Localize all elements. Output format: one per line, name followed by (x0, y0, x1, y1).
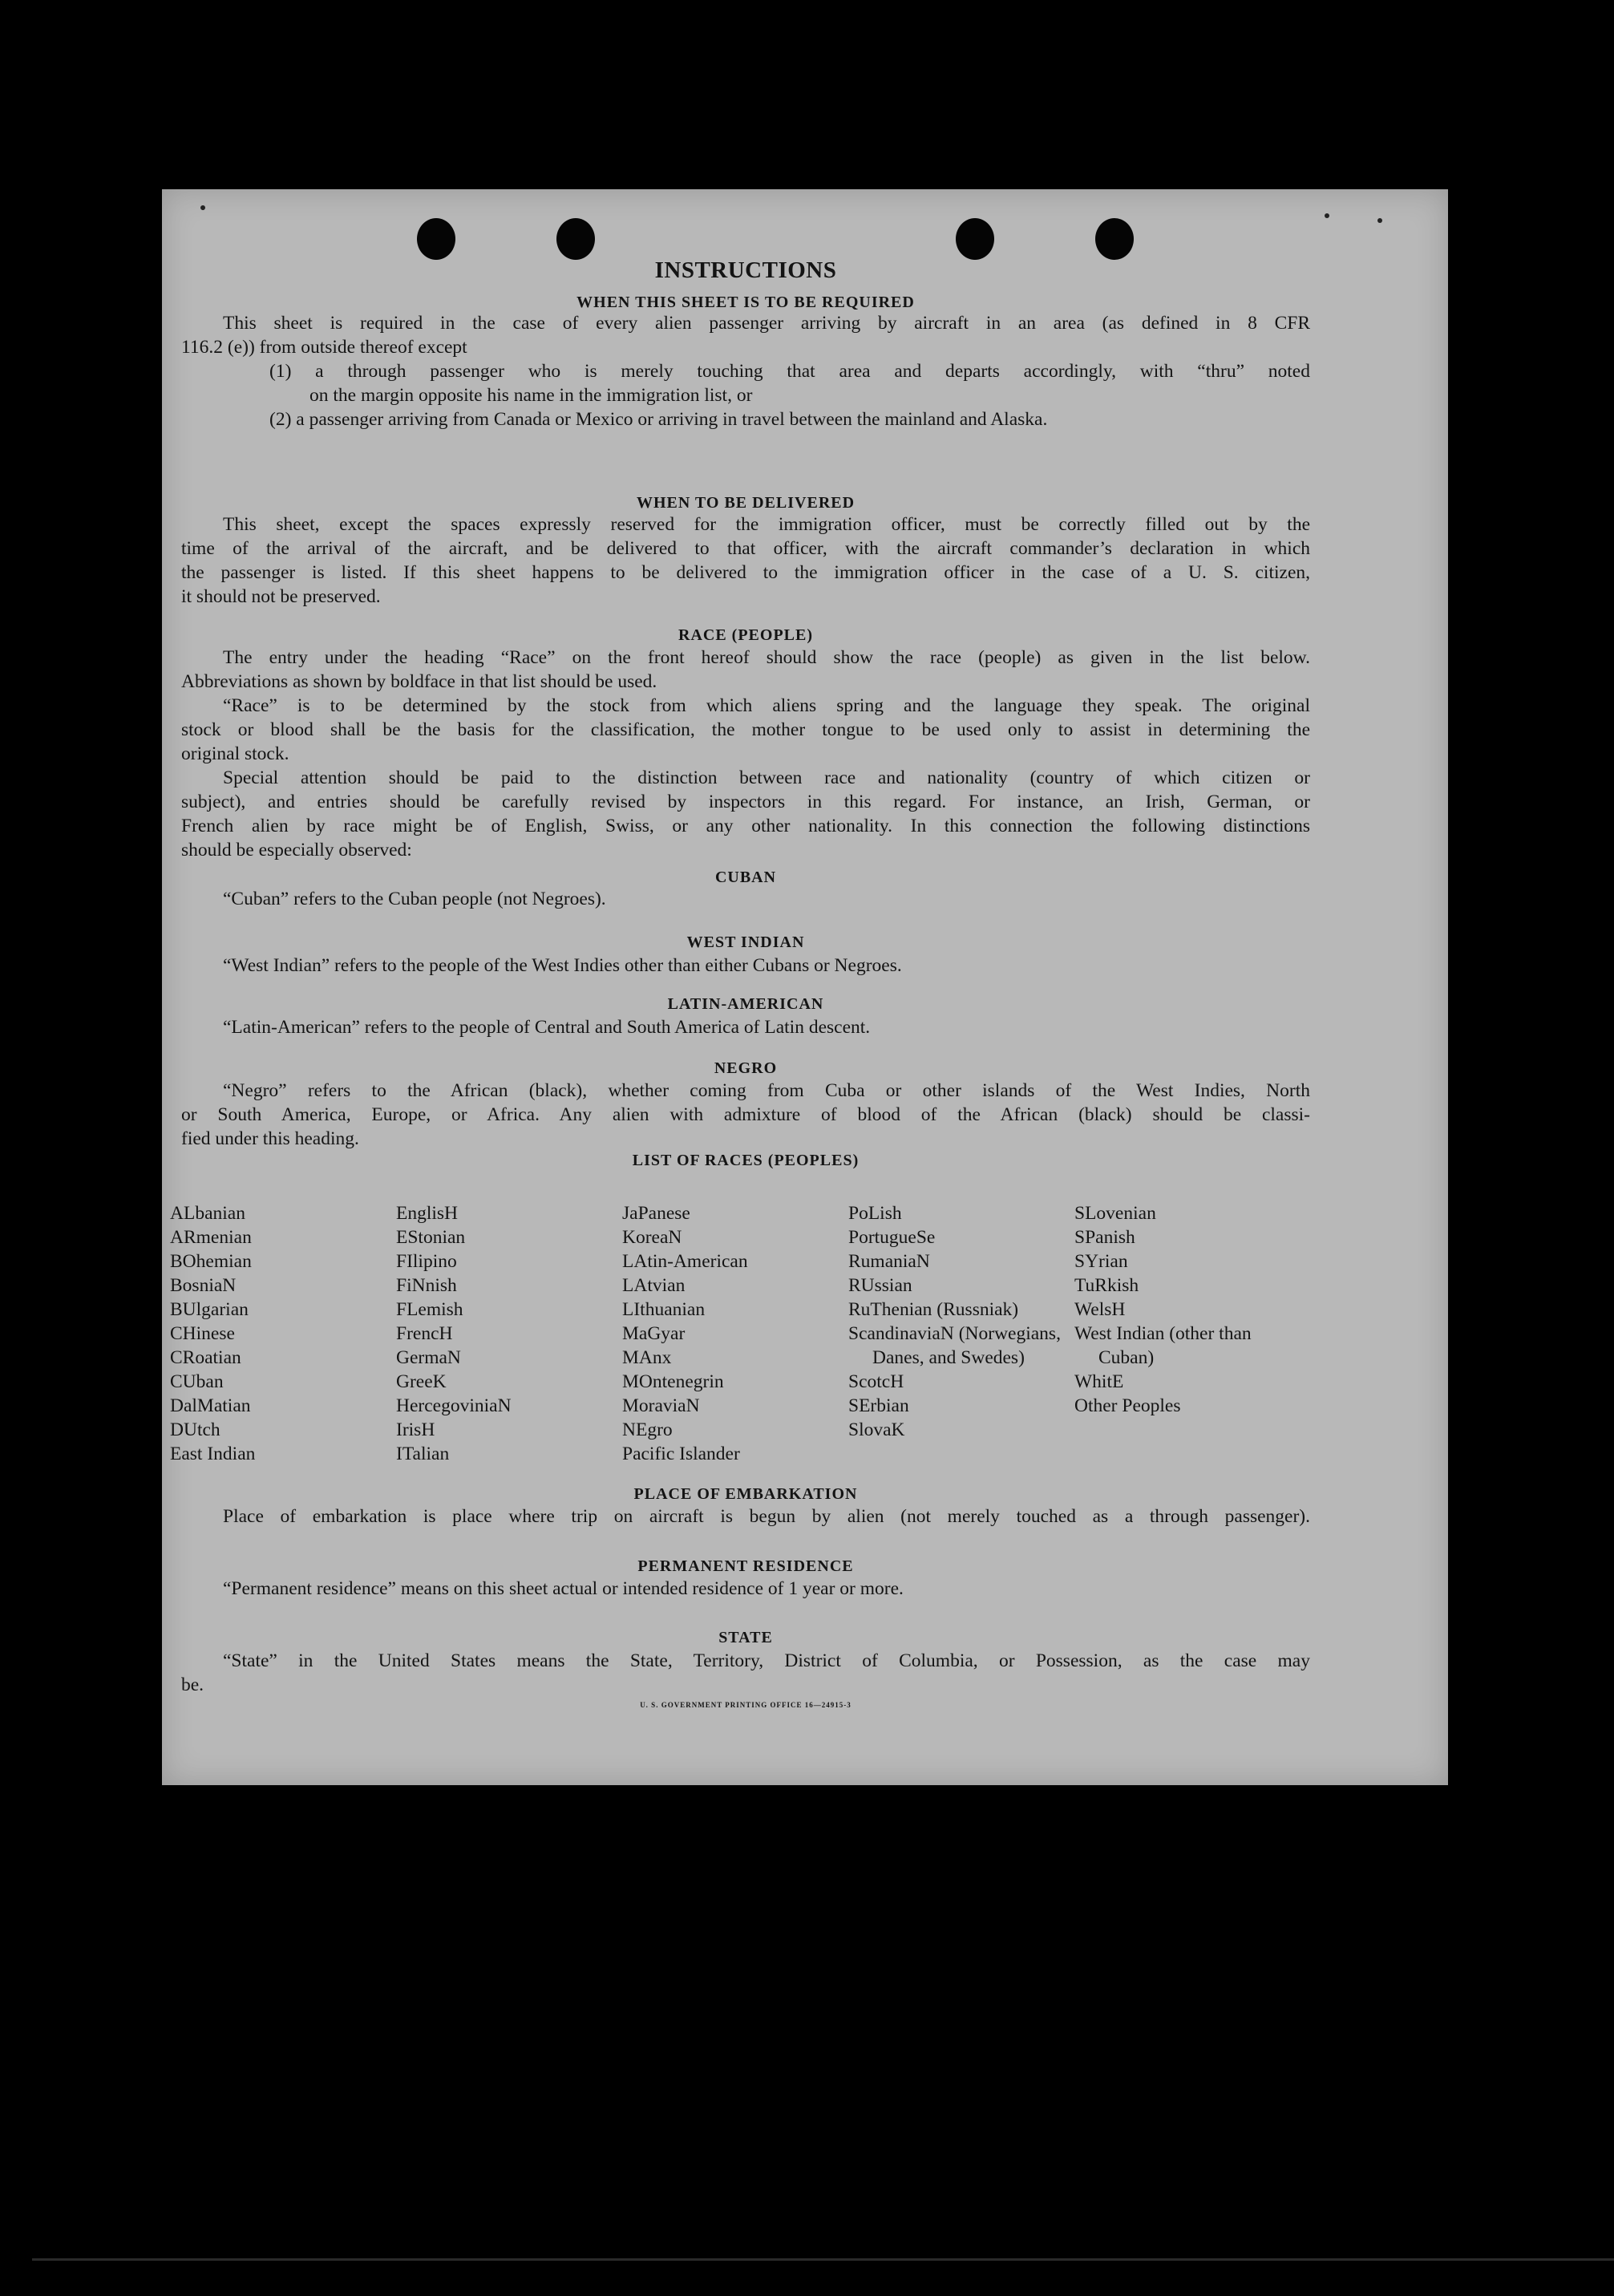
race-item: MaGyar (622, 1323, 686, 1344)
race-item: ITalian (396, 1444, 450, 1464)
text-line: “Latin-American” refers to the people of Central and South America of Latin descent. (223, 1017, 871, 1038)
race-item: CHinese (170, 1323, 235, 1344)
heading-when-delivered: WHEN TO BE DELIVERED (636, 494, 856, 512)
text-line: should be especially observed: (181, 840, 412, 860)
document-sheet (162, 189, 1448, 1785)
paragraph-state (181, 1649, 1310, 1697)
paragraph-when-delivered (181, 512, 1310, 609)
race-item: MoraviaN (622, 1395, 700, 1416)
text-line: the passenger is listed. If this sheet happens to be delivered to the immigration officer in the case of a U. S. citizen, (181, 562, 1310, 583)
paragraph-race (181, 646, 1310, 862)
heading-when-required: WHEN THIS SHEET IS TO BE REQUIRED (576, 294, 915, 311)
heading-race: RACE (PEOPLE) (678, 626, 813, 644)
paragraph-cuban (181, 887, 1310, 911)
text-line: This sheet is required in the case of every alien passenger arriving by aircraft in an area (as defined in 8 CFR (223, 313, 1310, 334)
text-line: on the margin opposite his name in the immigration list, or (309, 385, 753, 406)
race-item: NEgro (622, 1419, 673, 1440)
text-line: Abbreviations as shown by boldface in that list should be used. (181, 671, 657, 692)
race-item: JaPanese (622, 1203, 690, 1224)
race-item: SlovaK (848, 1419, 905, 1440)
text-line: Place of embarkation is place where trip on aircraft is begun by alien (not merely touched as a through passenger). (223, 1506, 1310, 1527)
text-line: original stock. (181, 743, 289, 764)
race-item: GreeK (396, 1371, 447, 1392)
text-line: “Race” is to be determined by the stock from which aliens spring and the language they speak. The original (223, 695, 1310, 716)
race-item: PortugueSe (848, 1227, 936, 1248)
text-line: time of the arrival of the aircraft, and be delivered to that officer, with the aircraft commander’s declaration in which (181, 538, 1310, 559)
text-line: (2) a passenger arriving from Canada or Mexico or arriving in travel between the mainland and Alaska. (269, 409, 1048, 430)
heading-embarkation: PLACE OF EMBARKATION (633, 1485, 858, 1503)
text-line: This sheet, except the spaces expressly reserved for the immigration officer, must be correctly filled out by the (223, 514, 1310, 535)
race-item: RuThenian (Russniak) (848, 1299, 1019, 1320)
race-item: ALbanian (170, 1203, 245, 1224)
race-item: SPanish (1074, 1227, 1135, 1248)
race-item: EnglisH (396, 1203, 459, 1224)
race-item: WhitE (1074, 1371, 1124, 1392)
race-item: BOhemian (170, 1251, 252, 1272)
race-item: IrisH (396, 1419, 435, 1440)
race-item: HercegoviniaN (396, 1395, 512, 1416)
paragraph-when-required (181, 311, 1310, 431)
race-item: ARmenian (170, 1227, 252, 1248)
race-item: EStonian (396, 1227, 466, 1248)
race-item: DalMatian (170, 1395, 251, 1416)
race-item: FiNnish (396, 1275, 457, 1296)
race-item: SYrian (1074, 1251, 1128, 1272)
race-item: LAtvian (622, 1275, 686, 1296)
paragraph-latin-american (181, 1015, 1310, 1039)
text-line: “Permanent residence” means on this sheet actual or intended residence of 1 year or more. (223, 1578, 904, 1599)
heading-permanent-residence: PERMANENT RESIDENCE (637, 1557, 854, 1575)
text-line: “Negro” refers to the African (black), whether coming from Cuba or other islands of the West Indies, North (223, 1080, 1310, 1101)
heading-list-of-races: LIST OF RACES (PEOPLES) (632, 1152, 860, 1169)
printing-office-footer: U. S. GOVERNMENT PRINTING OFFICE 16—24915-3 (640, 1701, 851, 1709)
punch-hole (556, 218, 595, 260)
race-item: LAtin-American (622, 1251, 748, 1272)
paragraph-negro (181, 1079, 1310, 1151)
race-item: DUtch (170, 1419, 220, 1440)
text-line: The entry under the heading “Race” on the front hereof should show the race (people) as given in the list below. (223, 647, 1310, 668)
race-item: West Indian (other than Cuban) (1074, 1323, 1252, 1368)
speck (1325, 213, 1329, 218)
heading-negro: NEGRO (714, 1059, 778, 1077)
race-item: LIthuanian (622, 1299, 706, 1320)
race-item: KoreaN (622, 1227, 682, 1248)
speck (1377, 218, 1382, 223)
race-item: SErbian (848, 1395, 909, 1416)
page-title: INSTRUCTIONS (654, 257, 837, 283)
paragraph-west-indian (181, 954, 1310, 978)
text-line: “State” in the United States means the State, Territory, District of Columbia, or Possession, as the case may (223, 1650, 1310, 1671)
race-item: East Indian (170, 1444, 256, 1464)
race-item: Other Peoples (1074, 1395, 1181, 1416)
race-item: RumaniaN (848, 1251, 930, 1272)
text-line: “West Indian” refers to the people of the West Indies other than either Cubans or Negroes. (223, 955, 902, 976)
races-column-4 (848, 1201, 1065, 1442)
text-line: be. (181, 1674, 204, 1695)
race-item: MAnx (622, 1347, 672, 1368)
text-line: 116.2 (e)) from outside thereof except (181, 337, 467, 358)
race-item: RUssian (848, 1275, 912, 1296)
race-item: MOntenegrin (622, 1371, 724, 1392)
text-line: stock or blood shall be the basis for the classification, the mother tongue to be used only to assist in determining the (181, 719, 1310, 740)
text-line: French alien by race might be of English, Swiss, or any other nationality. In this connection the following distinctions (181, 816, 1310, 836)
races-column-2 (396, 1201, 512, 1466)
race-item: TuRkish (1074, 1275, 1139, 1296)
scan-edge-line (32, 2258, 1614, 2261)
text-line: (1) a through passenger who is merely touching that area and departs accordingly, with “thru” noted (269, 361, 1310, 382)
text-line: subject), and entries should be carefully revised by inspectors in this regard. For instance, an Irish, German, or (181, 792, 1310, 812)
races-column-1 (170, 1201, 255, 1466)
text-line: “Cuban” refers to the Cuban people (not Negroes). (223, 889, 606, 909)
race-item: FLemish (396, 1299, 463, 1320)
race-item: CRoatian (170, 1347, 241, 1368)
race-item: CUban (170, 1371, 224, 1392)
text-line: fied under this heading. (181, 1128, 359, 1149)
race-item: FrencH (396, 1323, 453, 1344)
races-column-5 (1074, 1201, 1291, 1418)
paragraph-permanent-residence (181, 1577, 1310, 1601)
heading-cuban: CUBAN (714, 869, 777, 886)
speck (200, 205, 205, 210)
punch-hole (417, 218, 455, 260)
punch-hole (956, 218, 994, 260)
race-item: BosniaN (170, 1275, 237, 1296)
heading-latin-american: LATIN-AMERICAN (667, 995, 824, 1013)
text-line: it should not be preserved. (181, 586, 381, 607)
race-item: Pacific Islander (622, 1444, 740, 1464)
race-item: WelsH (1074, 1299, 1126, 1320)
punch-hole (1095, 218, 1134, 260)
race-item: ScotcH (848, 1371, 904, 1392)
heading-state: STATE (718, 1629, 773, 1646)
race-item: PoLish (848, 1203, 902, 1224)
text-line: or South America, Europe, or Africa. Any alien with admixture of blood of the African (black) should be classi- (181, 1104, 1310, 1125)
races-column-3 (622, 1201, 748, 1466)
race-item: FIlipino (396, 1251, 457, 1272)
race-item: GermaN (396, 1347, 461, 1368)
race-item: SLovenian (1074, 1203, 1156, 1224)
race-item: ScandinaviaN (Norwegians, Danes, and Swedes) (848, 1323, 1061, 1368)
paragraph-embarkation (181, 1504, 1310, 1529)
heading-west-indian: WEST INDIAN (686, 933, 805, 951)
text-line: Special attention should be paid to the distinction between race and nationality (country of which citizen or (223, 767, 1310, 788)
race-item: BUlgarian (170, 1299, 249, 1320)
